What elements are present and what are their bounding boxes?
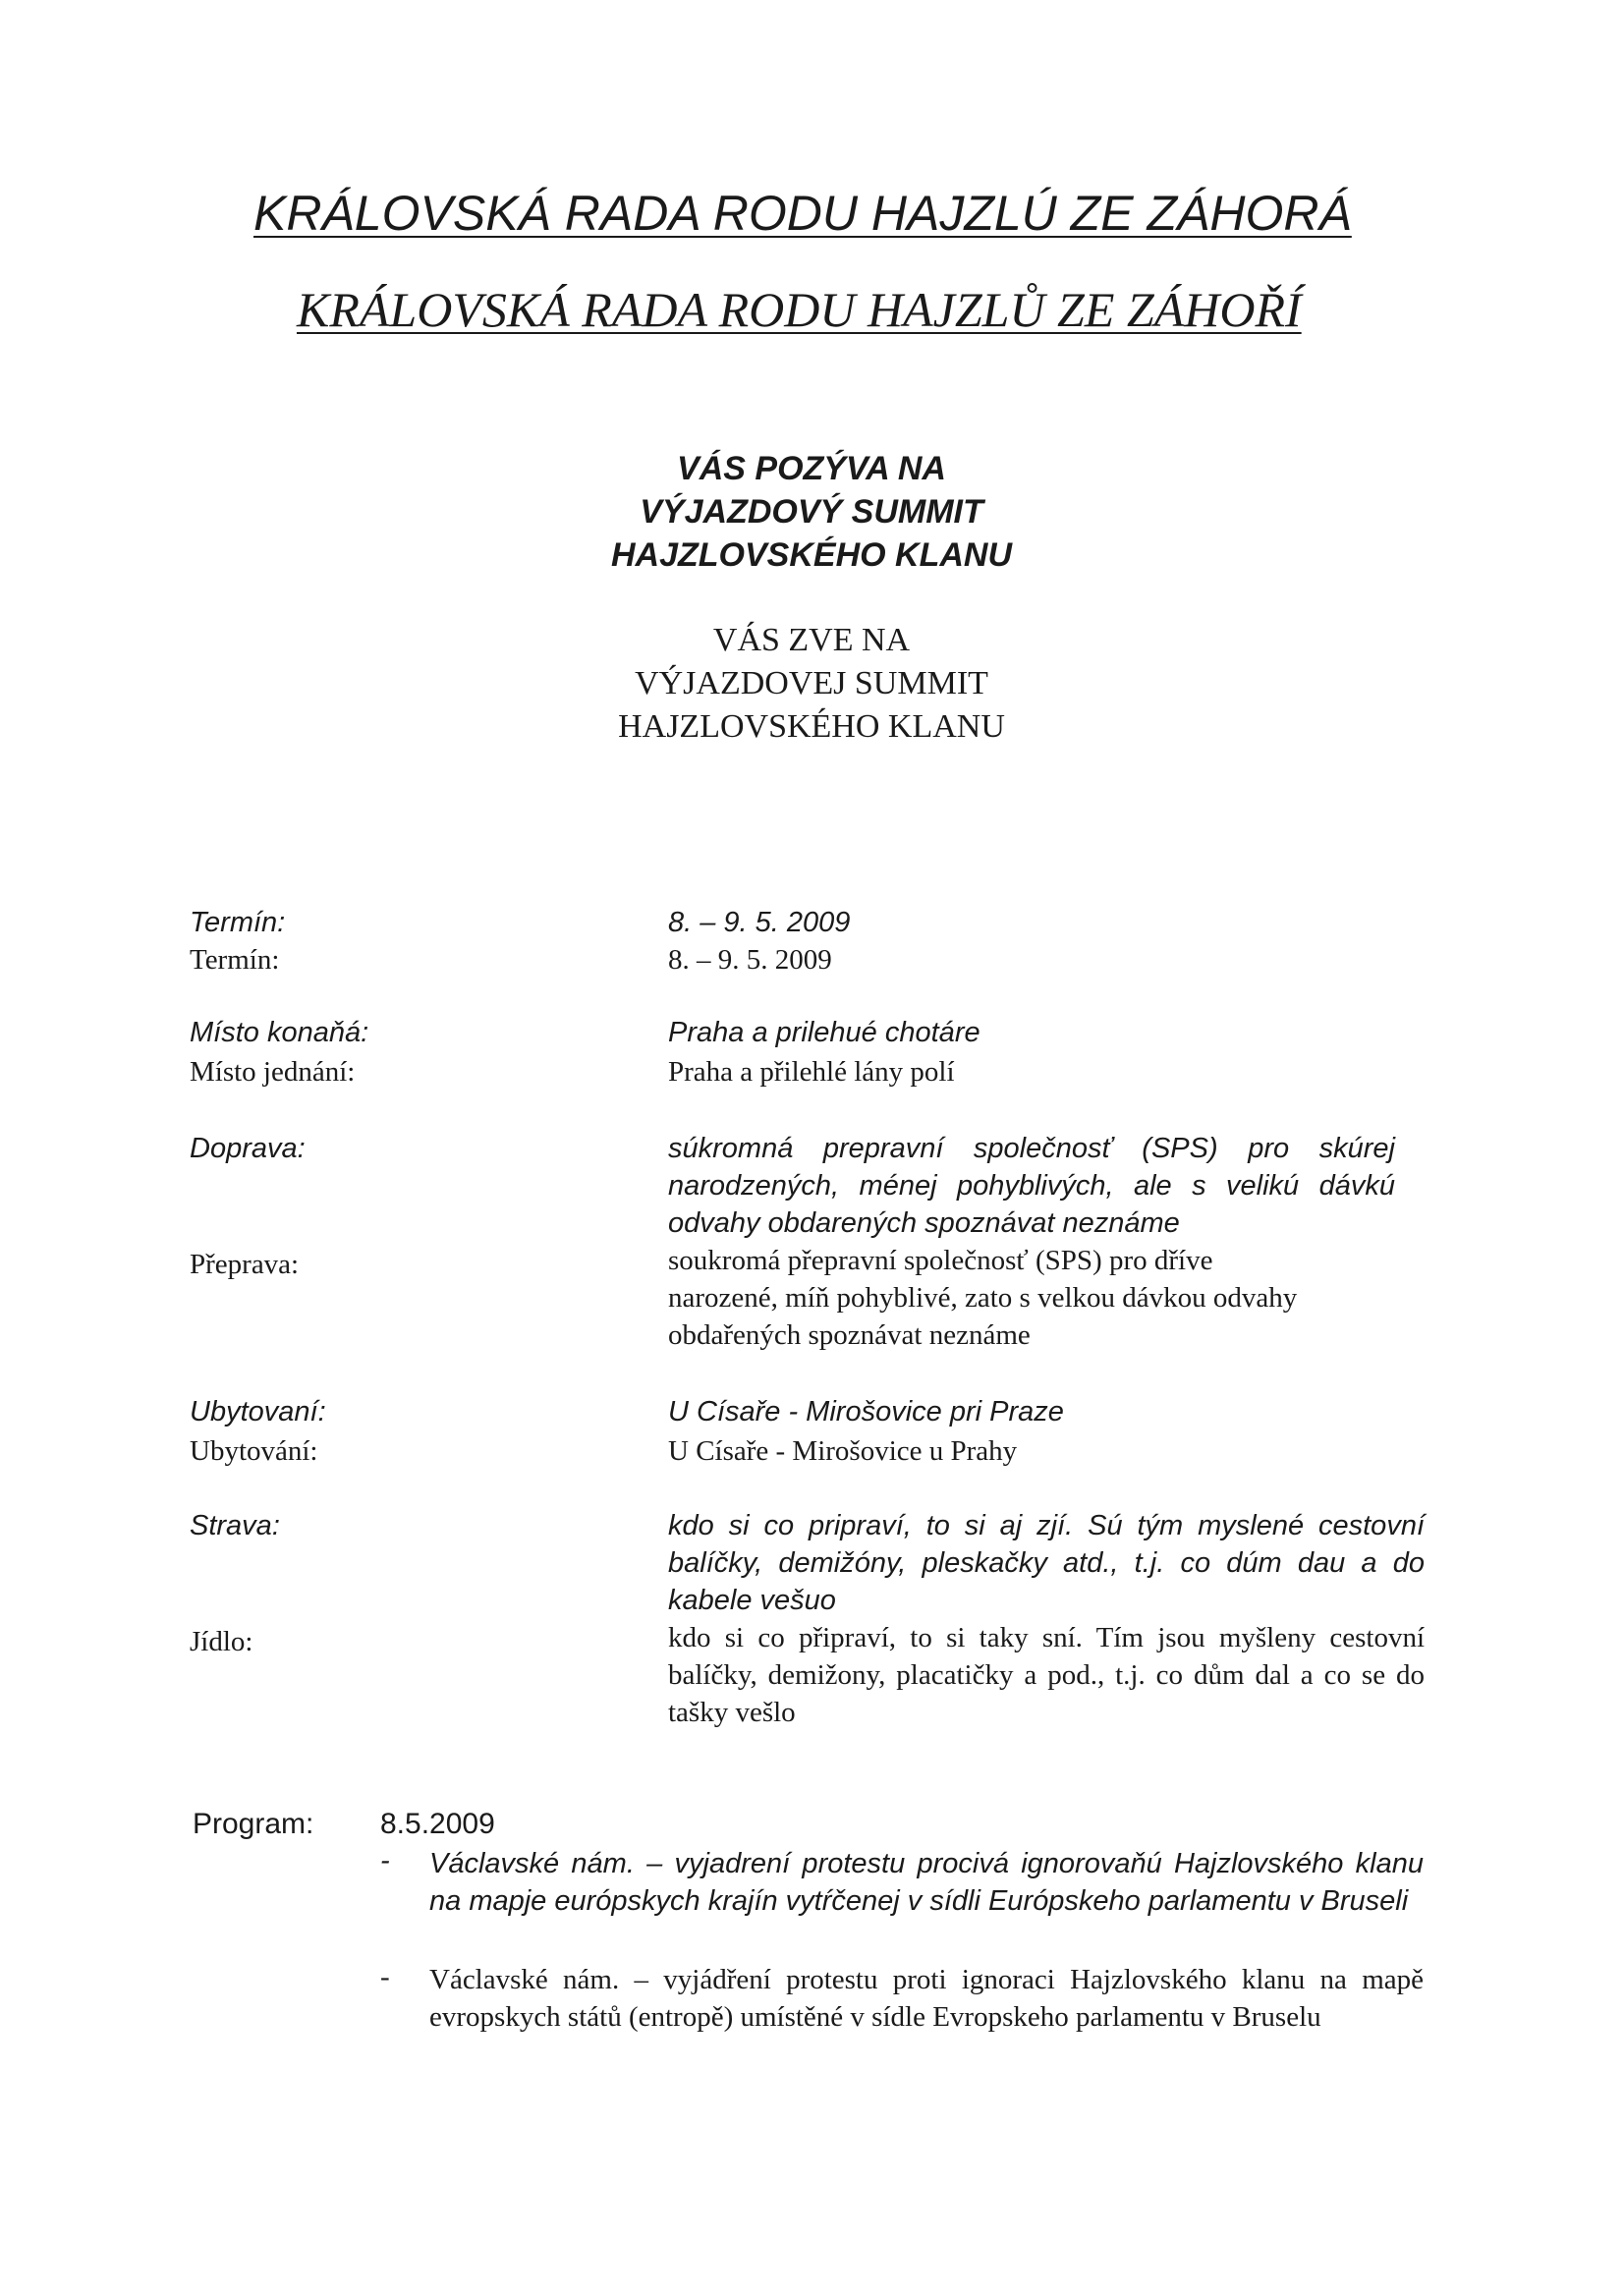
invitation-line: VÁS ZVE NA — [712, 622, 911, 658]
accommodation-label-czech: Ubytování: — [190, 1435, 318, 1467]
program-label: Program: — [193, 1808, 314, 1840]
venue-value-czech: Praha a přilehlé lány polí — [668, 1056, 955, 1088]
invitation-line: HAJZLOVSKÉHO KLANU — [618, 708, 1005, 745]
transport-label-slovak: Doprava: — [190, 1133, 306, 1164]
venue-label-czech: Místo jednání: — [190, 1056, 356, 1088]
venue-label-slovak: Místo konaňá: — [190, 1017, 369, 1048]
food-value-slovak: kdo si co pripraví, to si aj zjí. Sú tým myslené cestovní balíčky, demižóny, pleskačky atd., t.j. co dúm dau a do kabele vešuo — [668, 1510, 1425, 1616]
program-item-czech: Václavské nám. – vyjádření protestu proti ignoraci Hajzlovského klanu na mapě evropskych států (entropě) umístěné v sídle Evropskeho parlamentu v Bruselu — [429, 1964, 1424, 2033]
invitation-line: VÝJAZDOVEJ SUMMIT — [635, 665, 988, 701]
transport-value-slovak: súkromná prepravní společnosť (SPS) pro skúrej narodzených, ménej pohyblivých, ale s velikú dávkú odvahy obdarených spoznávat neznáme — [668, 1133, 1395, 1239]
accommodation-value-slovak: U Císaře - Mirošovice pri Praze — [668, 1396, 1064, 1427]
date-value-slovak: 8. – 9. 5. 2009 — [668, 907, 851, 938]
food-label-slovak: Strava: — [190, 1510, 280, 1541]
invitation-line: VÁS POZÝVA NA — [677, 450, 946, 487]
list-bullet: - — [380, 1845, 390, 1876]
program-item-slovak: Václavské nám. – vyjadrení protestu procivá ignorovaňú Hajzlovského klanu na mapje európskych krajín vytŕčenej v sídli Európskeho parlamentu v Bruseli — [429, 1848, 1424, 1917]
food-label-czech: Jídlo: — [190, 1626, 253, 1657]
transport-value-czech: soukromá přepravní společnosť (SPS) pro dříve narozené, míň pohyblivé, zato s velkou dávkou odvahy obdařených spoznávat neznáme — [668, 1245, 1298, 1351]
list-bullet: - — [380, 1961, 390, 1992]
food-value-czech: kdo si co připraví, to si taky sní. Tím jsou myšleny cestovní balíčky, demižony, placatičky a pod., t.j. co dům dal a co se do tašky vešlo — [668, 1622, 1425, 1728]
date-label-czech: Termín: — [190, 944, 280, 976]
venue-value-slovak: Praha a prilehué chotáre — [668, 1017, 980, 1048]
date-value-czech: 8. – 9. 5. 2009 — [668, 944, 832, 976]
accommodation-value-czech: U Císaře - Mirošovice u Prahy — [668, 1435, 1018, 1467]
invitation-heading-slovak — [419, 447, 1204, 577]
transport-label-czech: Přeprava: — [190, 1249, 300, 1280]
program-date: 8.5.2009 — [380, 1808, 495, 1840]
accommodation-label-slovak: Ubytovaní: — [190, 1396, 326, 1427]
invitation-line: VÝJAZDOVÝ SUMMIT — [640, 493, 983, 531]
date-label-slovak: Termín: — [190, 907, 286, 938]
title-czech: KRÁLOVSKÁ RADA RODU HAJZLŮ ZE ZÁHOŘÍ — [297, 282, 1302, 337]
invitation-line: HAJZLOVSKÉHO KLANU — [610, 536, 1013, 574]
title-slovak: KRÁLOVSKÁ RADA RODU HAJZLÚ ZE ZÁHORÁ — [253, 186, 1352, 241]
invitation-heading-czech — [419, 619, 1204, 749]
